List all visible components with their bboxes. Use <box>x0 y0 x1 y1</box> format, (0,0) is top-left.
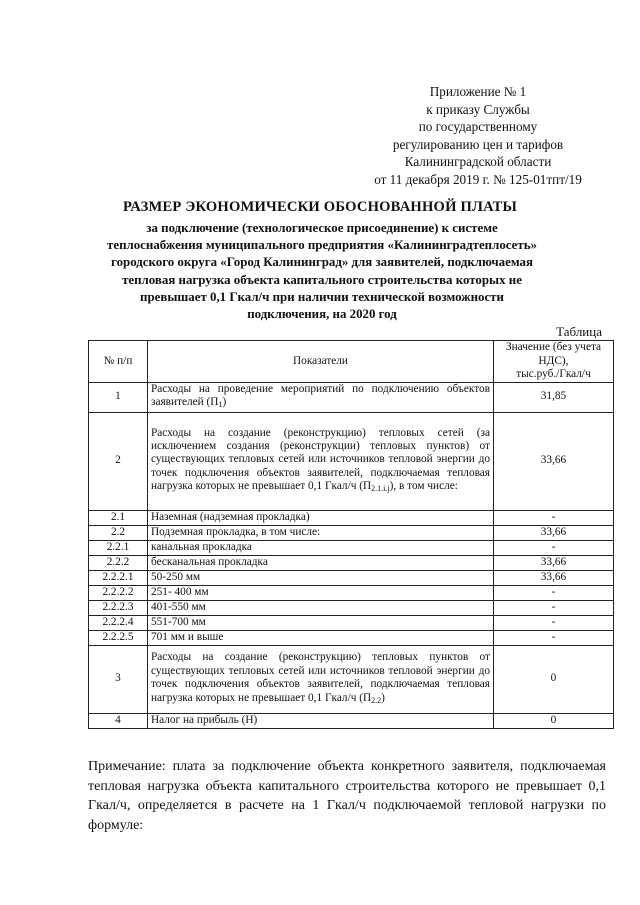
indicator-text: 701 мм и выше <box>151 630 224 643</box>
row-value: 33,66 <box>494 525 614 540</box>
table-row <box>89 540 614 555</box>
table-caption: Таблица <box>556 324 602 339</box>
indicator-text: бесканальная прокладка <box>151 555 268 568</box>
subtitle-line: городского округа «Город Калининград» для заявителей, подключаемая <box>111 255 533 270</box>
row-indicator <box>148 713 494 728</box>
row-indicator <box>148 540 494 555</box>
table-row <box>89 630 614 645</box>
subtitle-line: теплоснабжения муниципального предприятия «Калининградтеплосеть» <box>107 238 537 253</box>
table-row <box>89 382 614 412</box>
table-header-row <box>89 341 614 383</box>
indicator-text: канальная прокладка <box>151 540 252 553</box>
row-num: 2.2.2.4 <box>89 615 148 630</box>
row-num: 4 <box>89 713 148 728</box>
indicator-text: Расходы на создание (реконструкцию) тепловых сетей (за исключением создания (реконструкции) тепловых пунктов) от существующих тепловых сетей или источников тепловой энергии до точек подключения объектов заявителей, подключаемая тепловая нагрузка которых не превышает 0,1 Гкал/ч (П <box>151 426 490 493</box>
row-num: 3 <box>89 645 148 713</box>
indicator-text-suffix: ) <box>381 691 385 704</box>
note-paragraph: Примечание: плата за подключение объекта конкретного заявителя, подключаемая тепловая нагрузка объекта капитального строительства которого не превышает 0,1 Гкал/ч, определяется в расчете на 1 Гкал/ч подключаемой тепловой нагрузки по формуле: <box>88 759 606 833</box>
appendix-line: по государственному <box>418 119 538 135</box>
header-indicator: Показатели <box>148 341 494 383</box>
row-indicator <box>148 645 494 713</box>
row-value: 33,66 <box>494 570 614 585</box>
header-value <box>494 341 614 383</box>
table-row <box>89 585 614 600</box>
header-value-line: Значение (без учета <box>505 341 602 353</box>
row-indicator <box>148 630 494 645</box>
fee-table <box>88 340 614 729</box>
header-value-line: НДС), <box>538 354 569 367</box>
row-num: 2.2.2.3 <box>89 600 148 615</box>
row-num: 2.2.1 <box>89 540 148 555</box>
row-indicator <box>148 600 494 615</box>
row-value: 33,66 <box>494 412 614 510</box>
row-value: 31,85 <box>494 382 614 412</box>
row-num: 2.2.2.1 <box>89 570 148 585</box>
indicator-text: Налог на прибыль (Н) <box>151 713 258 726</box>
row-value: 0 <box>494 713 614 728</box>
indicator-text: 401-550 мм <box>151 600 206 613</box>
table-row <box>89 645 614 713</box>
subtitle-line: за подключение (технологическое присоединение) к системе <box>146 221 498 235</box>
row-value: - <box>494 540 614 555</box>
appendix-line: регулированию цен и тарифов <box>392 136 564 152</box>
row-value: 33,66 <box>494 555 614 570</box>
table-row <box>89 412 614 510</box>
row-indicator <box>148 585 494 600</box>
row-indicator <box>148 412 494 510</box>
row-value: - <box>494 630 614 645</box>
indicator-text: 50-250 мм <box>151 570 201 583</box>
subtitle-line: подключения, на 2020 год <box>247 307 397 322</box>
indicator-subscript: 1 <box>218 400 223 410</box>
appendix-line: от 11 декабря 2019 г. № 125-01тпт/19 <box>374 171 582 187</box>
row-value: - <box>494 510 614 525</box>
row-indicator <box>148 525 494 540</box>
appendix-line: Калининградской области <box>404 154 552 170</box>
row-indicator <box>148 570 494 585</box>
document-subtitle <box>62 220 582 323</box>
row-num: 2.1 <box>89 510 148 525</box>
row-num: 2.2.2 <box>89 555 148 570</box>
table-body <box>89 382 614 728</box>
row-num: 2.2.2.2 <box>89 585 148 600</box>
row-indicator <box>148 555 494 570</box>
appendix-header <box>363 83 593 189</box>
table-row <box>89 600 614 615</box>
header-num: № п/п <box>89 341 148 383</box>
indicator-text: Расходы на проведение мероприятий по подключению объектов заявителей (П <box>151 382 490 409</box>
row-indicator <box>148 615 494 630</box>
indicator-text-suffix: ) <box>222 396 227 409</box>
document-title: РАЗМЕР ЭКОНОМИЧЕСКИ ОБОСНОВАННОЙ ПЛАТЫ <box>122 199 518 215</box>
header-value-line: тыс.руб./Гкал/ч <box>516 368 591 381</box>
row-indicator <box>148 510 494 525</box>
indicator-text-suffix: ), в том числе: <box>389 480 458 493</box>
table-row <box>89 570 614 585</box>
table-row <box>89 615 614 630</box>
subtitle-line: тепловая нагрузка объекта капитального строительства которых не <box>122 272 522 287</box>
table-row <box>89 713 614 728</box>
indicator-text: Наземная (надземная прокладка) <box>151 510 310 523</box>
appendix-line: Приложение № 1 <box>429 84 527 99</box>
row-value: 0 <box>494 645 614 713</box>
table-row <box>89 555 614 570</box>
table-row <box>89 525 614 540</box>
indicator-subscript: 2.2 <box>371 695 382 705</box>
row-value: - <box>494 600 614 615</box>
row-num: 2.2 <box>89 525 148 540</box>
indicator-text: Расходы на создание (реконструкцию) тепловых пунктов от существующих тепловых сетей или источников тепловой энергии до точек подключения объектов заявителей, подключаемая тепловая нагрузка которых не превышает 0,1 Гкал/ч (П <box>151 651 490 704</box>
subtitle-line: превышает 0,1 Гкал/ч при наличии технической возможности <box>140 289 504 304</box>
row-value: - <box>494 585 614 600</box>
indicator-text: Подземная прокладка, в том числе: <box>151 525 321 538</box>
row-indicator <box>148 382 494 412</box>
row-num: 2 <box>89 412 148 510</box>
indicator-text: 251- 400 мм <box>151 585 209 598</box>
indicator-text: 551-700 мм <box>151 615 206 628</box>
row-num: 2.2.2.5 <box>89 630 148 645</box>
row-value: - <box>494 615 614 630</box>
table-row <box>89 510 614 525</box>
appendix-line: к приказу Службы <box>426 101 530 117</box>
indicator-subscript: 2.1.i.j <box>371 484 390 494</box>
row-num: 1 <box>89 382 148 412</box>
